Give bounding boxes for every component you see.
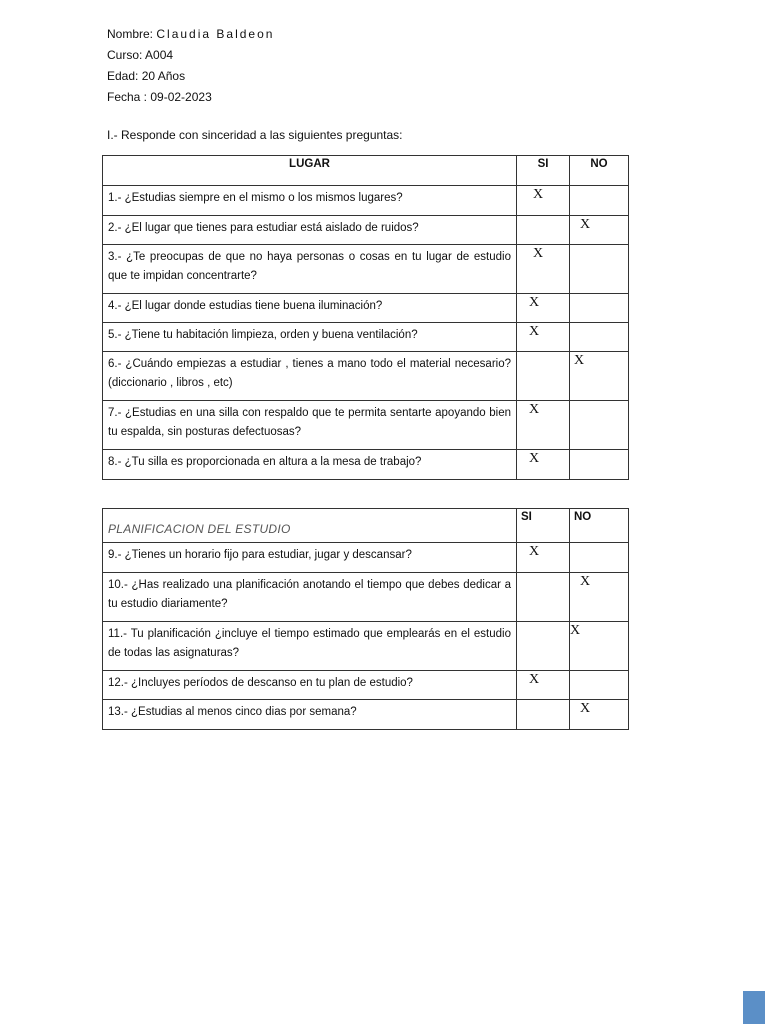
planificacion-heading-cell <box>103 509 517 543</box>
no-answer <box>570 245 629 294</box>
name-label: Nombre: <box>107 27 154 41</box>
si-column-header: SI <box>517 509 570 543</box>
question-text: 1.- ¿Estudias siempre en el mismo o los mismos lugares? <box>103 186 517 216</box>
date-row: Fecha : 09-02-2023 <box>107 90 212 104</box>
question-text: 2.- ¿El lugar que tienes para estudiar está aislado de ruidos? <box>103 216 517 245</box>
question-text: 9.- ¿Tienes un horario fijo para estudiar, jugar y descansar? <box>103 543 517 573</box>
si-answer: X <box>517 401 570 450</box>
table-row <box>103 294 629 323</box>
question-text: 10.- ¿Has realizado una planificación anotando el tiempo que debes dedicar a tu estudio diariamente? <box>103 573 517 622</box>
table-row <box>103 671 629 700</box>
no-answer <box>570 450 629 480</box>
name-value: Claudia Baldeon <box>156 27 275 41</box>
no-answer <box>570 671 629 700</box>
si-answer <box>517 352 570 401</box>
table-row <box>103 352 629 401</box>
question-text: 13.- ¿Estudias al menos cinco dias por semana? <box>103 700 517 730</box>
table-row <box>103 186 629 216</box>
si-answer <box>517 700 570 730</box>
no-answer: X <box>570 622 629 671</box>
table-row <box>103 245 629 294</box>
si-answer: X <box>517 245 570 294</box>
lugar-table <box>102 155 629 480</box>
no-answer <box>570 186 629 216</box>
si-answer <box>517 216 570 245</box>
section-instruction: I.- Responde con sinceridad a las siguientes preguntas: <box>107 128 403 142</box>
question-text: 4.- ¿El lugar donde estudias tiene buena iluminación? <box>103 294 517 323</box>
si-answer: X <box>517 450 570 480</box>
no-answer: X <box>570 700 629 730</box>
course-row: Curso: A004 <box>107 48 174 62</box>
table-row <box>103 543 629 573</box>
no-answer <box>570 323 629 352</box>
question-text: 11.- Tu planificación ¿incluye el tiempo estimado que emplearás en el estudio de todas las asignaturas? <box>103 622 517 671</box>
table-row <box>103 622 629 671</box>
si-answer <box>517 622 570 671</box>
no-column-header: NO <box>570 156 629 186</box>
no-answer: X <box>570 352 629 401</box>
table-header-row <box>103 156 629 186</box>
question-text: 12.- ¿Incluyes períodos de descanso en tu plan de estudio? <box>103 671 517 700</box>
table-row <box>103 700 629 730</box>
no-answer: X <box>570 216 629 245</box>
lugar-heading: LUGAR <box>103 156 517 186</box>
no-answer <box>570 543 629 573</box>
si-answer: X <box>517 294 570 323</box>
name-row <box>107 24 274 45</box>
si-answer: X <box>517 671 570 700</box>
table-row <box>103 450 629 480</box>
si-answer: X <box>517 186 570 216</box>
no-answer <box>570 294 629 323</box>
question-text: 6.- ¿Cuándo empiezas a estudiar , tienes a mano todo el material necesario?(diccionario , libros , etc) <box>103 352 517 401</box>
no-answer <box>570 401 629 450</box>
question-text: 7.- ¿Estudias en una silla con respaldo que te permita sentarte apoyando bien tu espalda, sin posturas defectuosas? <box>103 401 517 450</box>
question-text: 8.- ¿Tu silla es proporcionada en altura a la mesa de trabajo? <box>103 450 517 480</box>
planificacion-table <box>102 508 629 730</box>
table-row <box>103 573 629 622</box>
si-answer <box>517 573 570 622</box>
si-answer: X <box>517 323 570 352</box>
si-answer: X <box>517 543 570 573</box>
corner-accent-block <box>743 991 765 1024</box>
si-column-header: SI <box>517 156 570 186</box>
table-row <box>103 216 629 245</box>
table-row <box>103 323 629 352</box>
age-row: Edad: 20 Años <box>107 69 186 83</box>
no-answer: X <box>570 573 629 622</box>
question-text: 5.- ¿Tiene tu habitación limpieza, orden y buena ventilación? <box>103 323 517 352</box>
planificacion-heading: PLANIFICACION DEL ESTUDIO <box>108 522 291 536</box>
question-text: 3.- ¿Te preocupas de que no haya personas o cosas en tu lugar de estudio que te impidan concentrarte? <box>103 245 517 294</box>
table-header-row <box>103 509 629 543</box>
table-row <box>103 401 629 450</box>
student-info <box>107 24 274 108</box>
no-column-header: NO <box>570 509 629 543</box>
